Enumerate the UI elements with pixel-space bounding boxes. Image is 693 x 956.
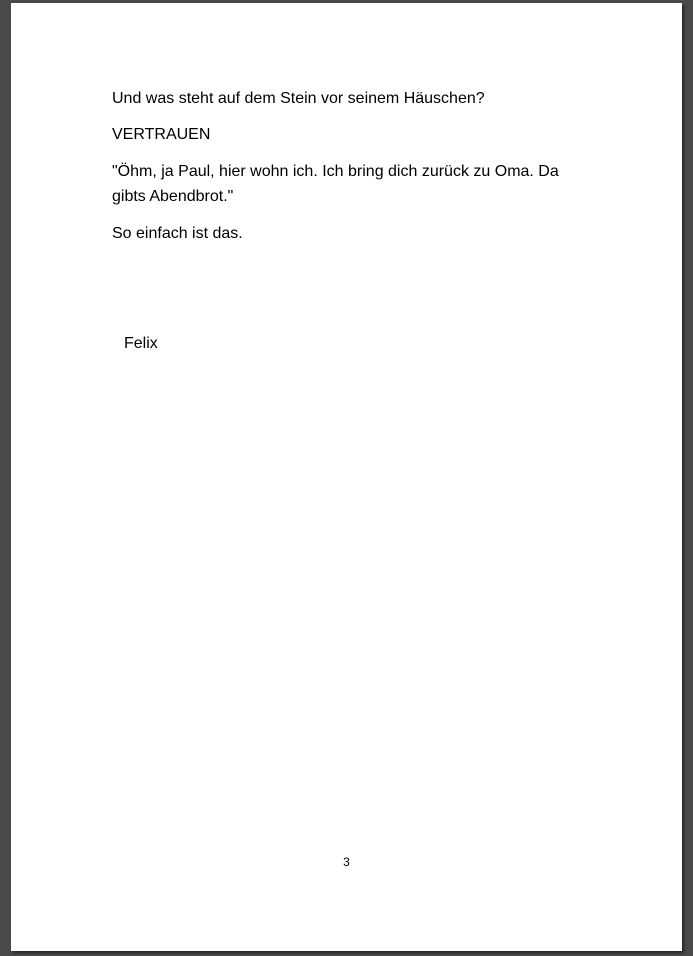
paragraph-question: Und was steht auf dem Stein vor seinem Häuschen?: [112, 90, 485, 107]
document-page: [11, 3, 682, 951]
page-number: 3: [343, 855, 350, 869]
signature: Felix: [124, 335, 158, 352]
paragraph-vertrauen: VERTRAUEN: [112, 126, 211, 143]
paragraph-closing: So einfach ist das.: [112, 225, 243, 242]
paragraph-dialogue: "Öhm, ja Paul, hier wohn ich. Ich bring dich zurück zu Oma. Da gibts Abendbrot.": [112, 163, 559, 205]
